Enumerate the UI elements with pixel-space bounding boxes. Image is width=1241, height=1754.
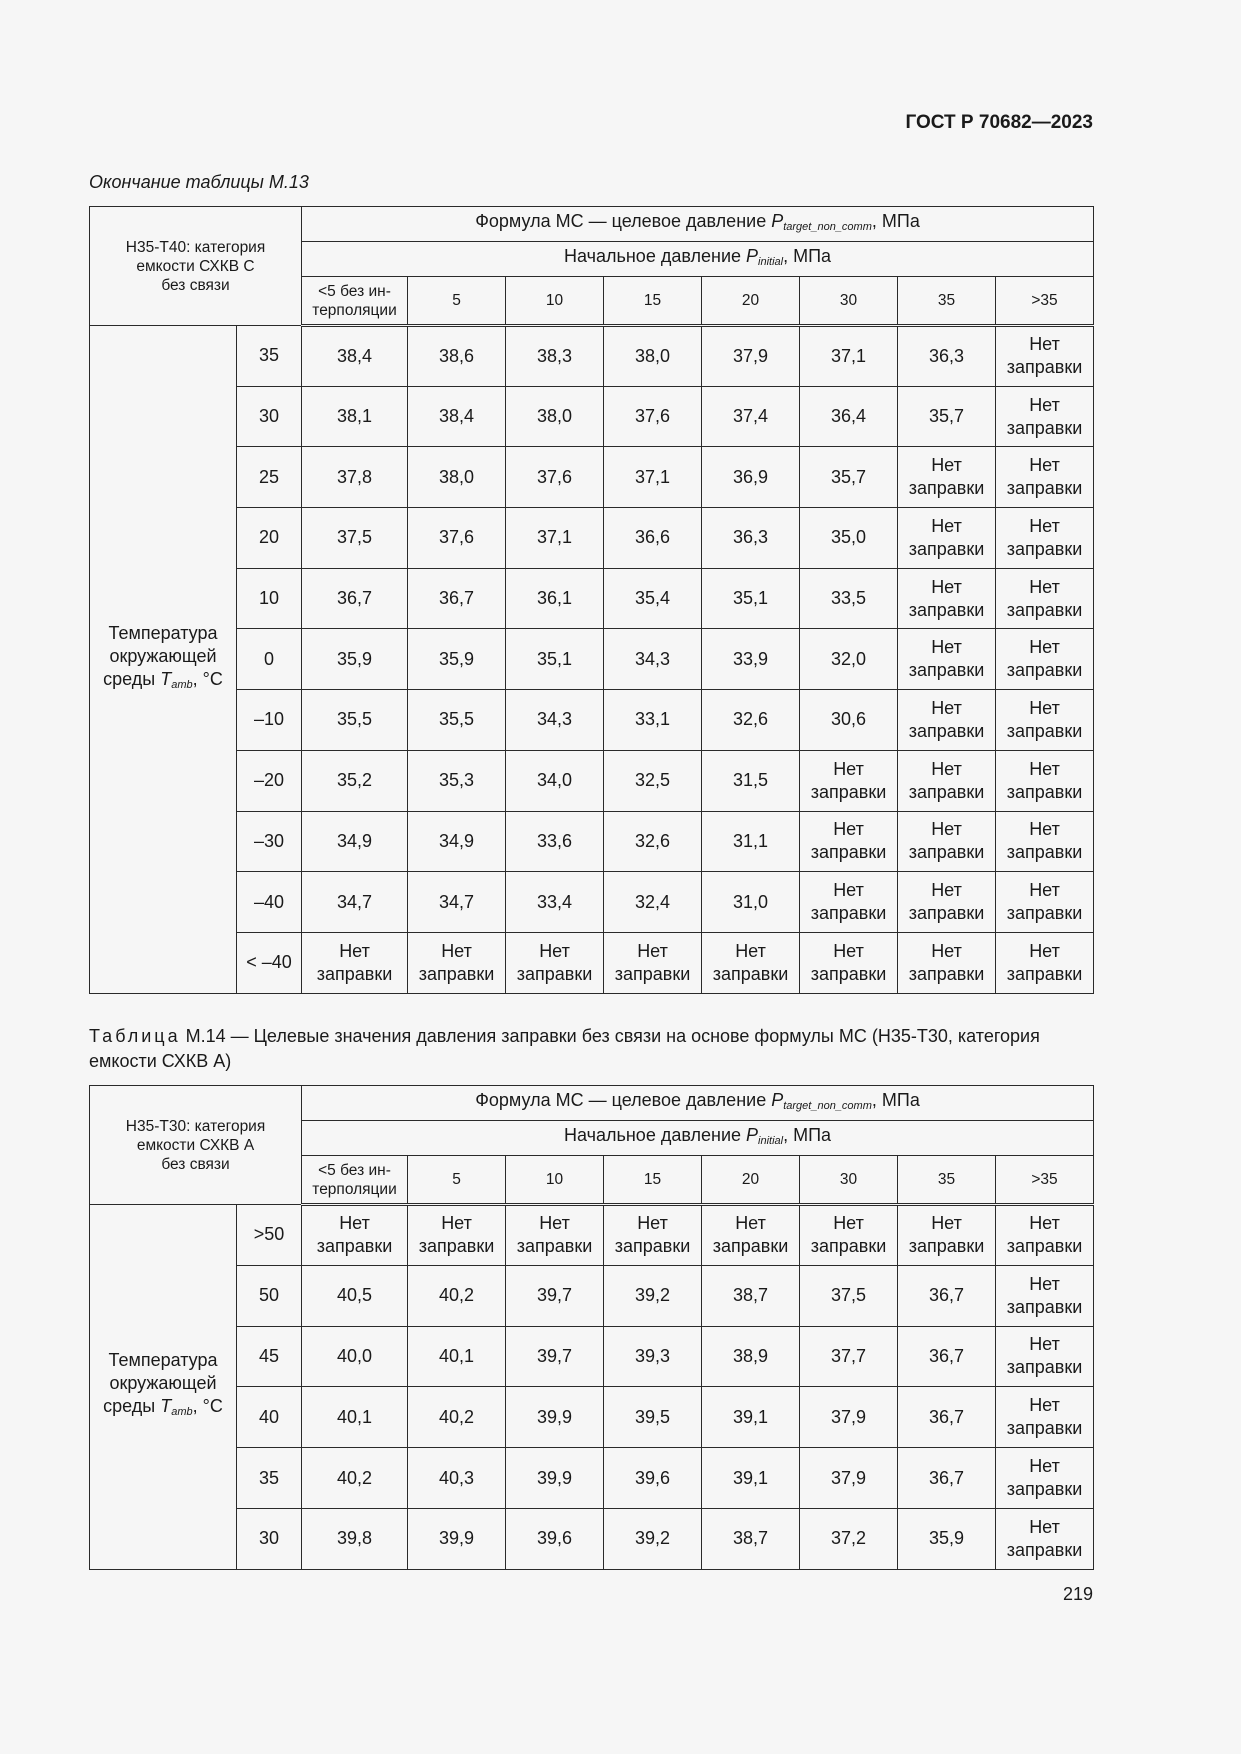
pressure-column-header <box>898 1156 996 1205</box>
value-cell: Нет заправки <box>702 932 800 993</box>
row-group-label-unit: , °С <box>192 1396 223 1417</box>
pressure-column-label: терполяции <box>312 1180 397 1198</box>
standard-code: ГОСТ Р 70682—2023 <box>905 112 1093 133</box>
value-cell: Нет заправки <box>996 508 1094 569</box>
value-cell: Нет заправки <box>800 811 898 872</box>
pressure-column-header <box>996 277 1094 326</box>
value-cell: Нет заправки <box>996 1326 1094 1387</box>
pressure-column-label: 5 <box>452 292 461 309</box>
temperature-cell: 30 <box>237 386 302 447</box>
pressure-column-header <box>302 1156 408 1205</box>
table-row <box>90 1508 1094 1569</box>
value-cell: Нет заправки <box>800 932 898 993</box>
pressure-column-label: 30 <box>839 1171 858 1188</box>
value-cell: Нет заправки <box>996 568 1094 629</box>
value-cell: 38,4 <box>302 326 408 387</box>
value-cell: 36,7 <box>898 1448 996 1509</box>
value-cell: 32,5 <box>604 750 702 811</box>
value-cell: Нет заправки <box>604 1205 702 1266</box>
value-cell: Нет заправки <box>996 1448 1094 1509</box>
value-cell: 40,0 <box>302 1326 408 1387</box>
temperature-cell: 10 <box>237 568 302 629</box>
value-cell: Нет заправки <box>996 872 1094 933</box>
value-cell: 36,9 <box>702 447 800 508</box>
pressure-column-label: 15 <box>643 1171 662 1188</box>
value-cell: 36,1 <box>506 568 604 629</box>
corner-label-line: Н35-Т40: категория <box>125 238 266 256</box>
value-cell: 32,6 <box>604 811 702 872</box>
temperature-cell: 35 <box>237 326 302 387</box>
pressure-column-header <box>702 277 800 326</box>
value-cell: 39,7 <box>506 1265 604 1326</box>
value-cell: 31,1 <box>702 811 800 872</box>
variable-subscript: initial <box>758 1134 784 1147</box>
value-cell: 37,9 <box>800 1448 898 1509</box>
value-cell: 34,0 <box>506 750 604 811</box>
value-cell: 36,6 <box>604 508 702 569</box>
pressure-column-header <box>604 277 702 326</box>
label-unit: , МПа <box>783 245 832 266</box>
value-cell: 39,3 <box>604 1326 702 1387</box>
value-cell: 36,3 <box>898 326 996 387</box>
value-cell: 36,4 <box>800 386 898 447</box>
pressure-column-label: <5 без ин- <box>318 282 391 300</box>
pressure-column-label: >35 <box>1031 292 1058 309</box>
table-continuation-title: Окончание таблицы М.13 <box>89 172 309 192</box>
value-cell: Нет заправки <box>702 1205 800 1266</box>
value-cell: 39,9 <box>506 1387 604 1448</box>
value-cell: 32,6 <box>702 690 800 751</box>
value-cell: 36,7 <box>302 568 408 629</box>
value-cell: 37,1 <box>604 447 702 508</box>
variable-subscript: initial <box>758 255 784 268</box>
temperature-cell: 35 <box>237 1448 302 1509</box>
variable-subscript: target_non_comm <box>783 220 872 233</box>
table-row <box>90 811 1094 872</box>
value-cell: Нет заправки <box>996 1205 1094 1266</box>
value-cell: 39,1 <box>702 1387 800 1448</box>
value-cell: 39,6 <box>506 1508 604 1569</box>
value-cell: Нет заправки <box>996 932 1094 993</box>
value-cell: Нет заправки <box>800 1205 898 1266</box>
value-cell: 38,4 <box>408 386 506 447</box>
value-cell: 37,5 <box>302 508 408 569</box>
pressure-column-header <box>604 1156 702 1205</box>
value-cell: 40,2 <box>408 1265 506 1326</box>
temperature-cell: 45 <box>237 1326 302 1387</box>
label-unit: , МПа <box>871 210 920 231</box>
corner-label-cell <box>90 207 302 326</box>
pressure-column-label: терполяции <box>312 301 397 319</box>
temperature-cell: 25 <box>237 447 302 508</box>
pressure-column-label: 15 <box>643 292 662 309</box>
value-cell: 37,1 <box>506 508 604 569</box>
value-cell: 39,9 <box>408 1508 506 1569</box>
value-cell: 38,0 <box>408 447 506 508</box>
value-cell: 40,2 <box>408 1387 506 1448</box>
value-cell: 35,3 <box>408 750 506 811</box>
label-unit: , МПа <box>871 1089 920 1110</box>
value-cell: 35,1 <box>506 629 604 690</box>
header-row-formula <box>90 1086 1094 1121</box>
value-cell: 35,5 <box>302 690 408 751</box>
value-cell: 33,5 <box>800 568 898 629</box>
value-cell: Нет заправки <box>604 932 702 993</box>
pressure-column-label: >35 <box>1031 1171 1058 1188</box>
value-cell: 39,2 <box>604 1265 702 1326</box>
value-cell: Нет заправки <box>506 932 604 993</box>
value-cell: 34,7 <box>302 872 408 933</box>
value-cell: Нет заправки <box>996 386 1094 447</box>
pressure-column-label: 10 <box>545 292 564 309</box>
value-cell: Нет заправки <box>996 1508 1094 1569</box>
formula-header-cell <box>302 207 1094 242</box>
corner-label-line: Н35-Т30: категория <box>125 1117 266 1135</box>
table-m14 <box>89 1085 1094 1570</box>
value-cell: 37,6 <box>604 386 702 447</box>
corner-label-line: без связи <box>161 276 230 294</box>
corner-label-line: емкости СХКВ А <box>136 1136 255 1154</box>
table-row <box>90 1387 1094 1448</box>
label-text: Формула МС — целевое давление <box>475 210 772 231</box>
value-cell: 37,5 <box>800 1265 898 1326</box>
value-cell: 38,0 <box>506 386 604 447</box>
value-cell: Нет заправки <box>408 1205 506 1266</box>
value-cell: 37,7 <box>800 1326 898 1387</box>
value-cell: 35,4 <box>604 568 702 629</box>
value-cell: 31,0 <box>702 872 800 933</box>
pressure-column-header <box>408 1156 506 1205</box>
value-cell: 36,7 <box>408 568 506 629</box>
value-cell: 40,3 <box>408 1448 506 1509</box>
value-cell: 39,8 <box>302 1508 408 1569</box>
row-group-label-line: Температура <box>108 1350 218 1371</box>
value-cell: Нет заправки <box>800 872 898 933</box>
value-cell: 38,0 <box>604 326 702 387</box>
table-row <box>90 508 1094 569</box>
pressure-column-header <box>800 1156 898 1205</box>
table-m14-caption <box>89 1024 1093 1074</box>
corner-label-line: емкости СХКВ С <box>136 257 255 275</box>
pressure-column-label: 35 <box>937 292 956 309</box>
caption-text: М.14 — Целевые значения давления заправки без связи на основе формулы МС (Н35-Т30, категория емкости СХКВ А) <box>89 1026 1040 1071</box>
variable-symbol: T <box>160 1396 172 1417</box>
temperature-cell: –20 <box>237 750 302 811</box>
row-group-label-line: окружающей <box>109 645 217 666</box>
value-cell: Нет заправки <box>898 750 996 811</box>
value-cell: 36,3 <box>702 508 800 569</box>
corner-label-cell <box>90 1086 302 1205</box>
table-row <box>90 1205 1094 1266</box>
value-cell: Нет заправки <box>898 872 996 933</box>
table-row <box>90 447 1094 508</box>
value-cell: Нет заправки <box>898 508 996 569</box>
value-cell: 33,6 <box>506 811 604 872</box>
value-cell: 39,5 <box>604 1387 702 1448</box>
value-cell: Нет заправки <box>898 629 996 690</box>
value-cell: 37,8 <box>302 447 408 508</box>
header-row-formula <box>90 207 1094 242</box>
value-cell: 37,1 <box>800 326 898 387</box>
temperature-cell: >50 <box>237 1205 302 1266</box>
value-cell: 35,9 <box>302 629 408 690</box>
variable-symbol: T <box>160 668 172 689</box>
table-row <box>90 1326 1094 1387</box>
value-cell: 38,1 <box>302 386 408 447</box>
value-cell: Нет заправки <box>996 326 1094 387</box>
value-cell: 37,6 <box>506 447 604 508</box>
value-cell: 35,7 <box>898 386 996 447</box>
value-cell: Нет заправки <box>302 932 408 993</box>
pressure-column-label: 30 <box>839 292 858 309</box>
value-cell: 32,0 <box>800 629 898 690</box>
table-row <box>90 750 1094 811</box>
value-cell: 34,7 <box>408 872 506 933</box>
value-cell: 38,3 <box>506 326 604 387</box>
pressure-column-label: 10 <box>545 1171 564 1188</box>
temperature-cell: 30 <box>237 1508 302 1569</box>
value-cell: Нет заправки <box>898 568 996 629</box>
value-cell: 38,6 <box>408 326 506 387</box>
value-cell: Нет заправки <box>996 690 1094 751</box>
table-row <box>90 629 1094 690</box>
value-cell: 38,7 <box>702 1508 800 1569</box>
table-row <box>90 568 1094 629</box>
value-cell: 38,7 <box>702 1265 800 1326</box>
table-row <box>90 690 1094 751</box>
value-cell: 35,9 <box>408 629 506 690</box>
value-cell: 34,3 <box>506 690 604 751</box>
value-cell: Нет заправки <box>996 750 1094 811</box>
value-cell: 35,5 <box>408 690 506 751</box>
value-cell: Нет заправки <box>996 811 1094 872</box>
row-group-label-text: среды <box>103 668 161 689</box>
table-row <box>90 872 1094 933</box>
variable-symbol: P <box>746 245 759 266</box>
value-cell: 30,6 <box>800 690 898 751</box>
pressure-column-header <box>506 1156 604 1205</box>
row-group-label-cell <box>90 326 237 994</box>
temperature-cell: 40 <box>237 1387 302 1448</box>
value-cell: Нет заправки <box>506 1205 604 1266</box>
value-cell: 39,9 <box>506 1448 604 1509</box>
pressure-column-label: 20 <box>741 292 760 309</box>
temperature-cell: 20 <box>237 508 302 569</box>
table-row <box>90 1265 1094 1326</box>
value-cell: 39,7 <box>506 1326 604 1387</box>
value-cell: 40,1 <box>302 1387 408 1448</box>
pressure-column-header <box>506 277 604 326</box>
label-text: Формула МС — целевое давление <box>475 1089 772 1110</box>
value-cell: 40,2 <box>302 1448 408 1509</box>
pressure-column-header <box>408 277 506 326</box>
value-cell: 40,5 <box>302 1265 408 1326</box>
value-cell: 39,1 <box>702 1448 800 1509</box>
table-row <box>90 386 1094 447</box>
value-cell: 33,9 <box>702 629 800 690</box>
value-cell: 37,9 <box>702 326 800 387</box>
pressure-column-label: <5 без ин- <box>318 1161 391 1179</box>
value-cell: 36,7 <box>898 1387 996 1448</box>
value-cell: Нет заправки <box>898 932 996 993</box>
value-cell: 37,9 <box>800 1387 898 1448</box>
temperature-cell: 0 <box>237 629 302 690</box>
table-row <box>90 932 1094 993</box>
value-cell: Нет заправки <box>302 1205 408 1266</box>
variable-symbol: P <box>746 1124 759 1145</box>
table-row <box>90 1448 1094 1509</box>
pressure-column-label: 35 <box>937 1171 956 1188</box>
pressure-column-label: 20 <box>741 1171 760 1188</box>
value-cell: 34,3 <box>604 629 702 690</box>
pressure-column-label: 5 <box>452 1171 461 1188</box>
temperature-cell: –40 <box>237 872 302 933</box>
value-cell: 37,2 <box>800 1508 898 1569</box>
corner-label-line: без связи <box>161 1155 230 1173</box>
variable-subscript: amb <box>171 678 193 691</box>
temperature-cell: < –40 <box>237 932 302 993</box>
value-cell: 35,9 <box>898 1508 996 1569</box>
value-cell: Нет заправки <box>898 811 996 872</box>
variable-symbol: P <box>771 210 784 231</box>
initial-pressure-header-cell <box>302 1121 1094 1156</box>
label-text: Начальное давление <box>563 245 747 266</box>
value-cell: 33,4 <box>506 872 604 933</box>
initial-pressure-header-cell <box>302 242 1094 277</box>
row-group-label-line: окружающей <box>109 1373 217 1394</box>
value-cell: Нет заправки <box>898 447 996 508</box>
value-cell: Нет заправки <box>996 1265 1094 1326</box>
value-cell: Нет заправки <box>996 447 1094 508</box>
value-cell: 36,7 <box>898 1265 996 1326</box>
label-unit: , МПа <box>783 1124 832 1145</box>
pressure-column-header <box>996 1156 1094 1205</box>
value-cell: Нет заправки <box>408 932 506 993</box>
value-cell: 34,9 <box>408 811 506 872</box>
pressure-column-header <box>898 277 996 326</box>
pressure-column-header <box>302 277 408 326</box>
temperature-cell: 50 <box>237 1265 302 1326</box>
pressure-column-header <box>800 277 898 326</box>
value-cell: 34,9 <box>302 811 408 872</box>
label-text: Начальное давление <box>563 1124 747 1145</box>
value-cell: 39,6 <box>604 1448 702 1509</box>
row-group-label-line: Температура <box>108 622 218 643</box>
formula-header-cell <box>302 1086 1094 1121</box>
page-number: 219 <box>1062 1584 1093 1604</box>
variable-subscript: target_non_comm <box>783 1099 872 1112</box>
value-cell: 37,6 <box>408 508 506 569</box>
pressure-column-header <box>702 1156 800 1205</box>
value-cell: Нет заправки <box>898 1205 996 1266</box>
row-group-label-unit: , °С <box>192 668 223 689</box>
value-cell: 31,5 <box>702 750 800 811</box>
temperature-cell: –10 <box>237 690 302 751</box>
value-cell: 40,1 <box>408 1326 506 1387</box>
table-m13 <box>89 206 1094 994</box>
value-cell: 32,4 <box>604 872 702 933</box>
caption-label: Таблица <box>89 1026 181 1046</box>
temperature-cell: –30 <box>237 811 302 872</box>
row-group-label-cell <box>90 1205 237 1570</box>
table-row <box>90 326 1094 387</box>
value-cell: 35,7 <box>800 447 898 508</box>
value-cell: 38,9 <box>702 1326 800 1387</box>
value-cell: 39,2 <box>604 1508 702 1569</box>
variable-subscript: amb <box>171 1406 193 1419</box>
value-cell: 35,0 <box>800 508 898 569</box>
value-cell: Нет заправки <box>996 629 1094 690</box>
value-cell: Нет заправки <box>898 690 996 751</box>
row-group-label-text: среды <box>103 1396 161 1417</box>
value-cell: Нет заправки <box>996 1387 1094 1448</box>
value-cell: 36,7 <box>898 1326 996 1387</box>
value-cell: 35,1 <box>702 568 800 629</box>
value-cell: 35,2 <box>302 750 408 811</box>
value-cell: 33,1 <box>604 690 702 751</box>
value-cell: 37,4 <box>702 386 800 447</box>
value-cell: Нет заправки <box>800 750 898 811</box>
variable-symbol: P <box>771 1089 784 1110</box>
